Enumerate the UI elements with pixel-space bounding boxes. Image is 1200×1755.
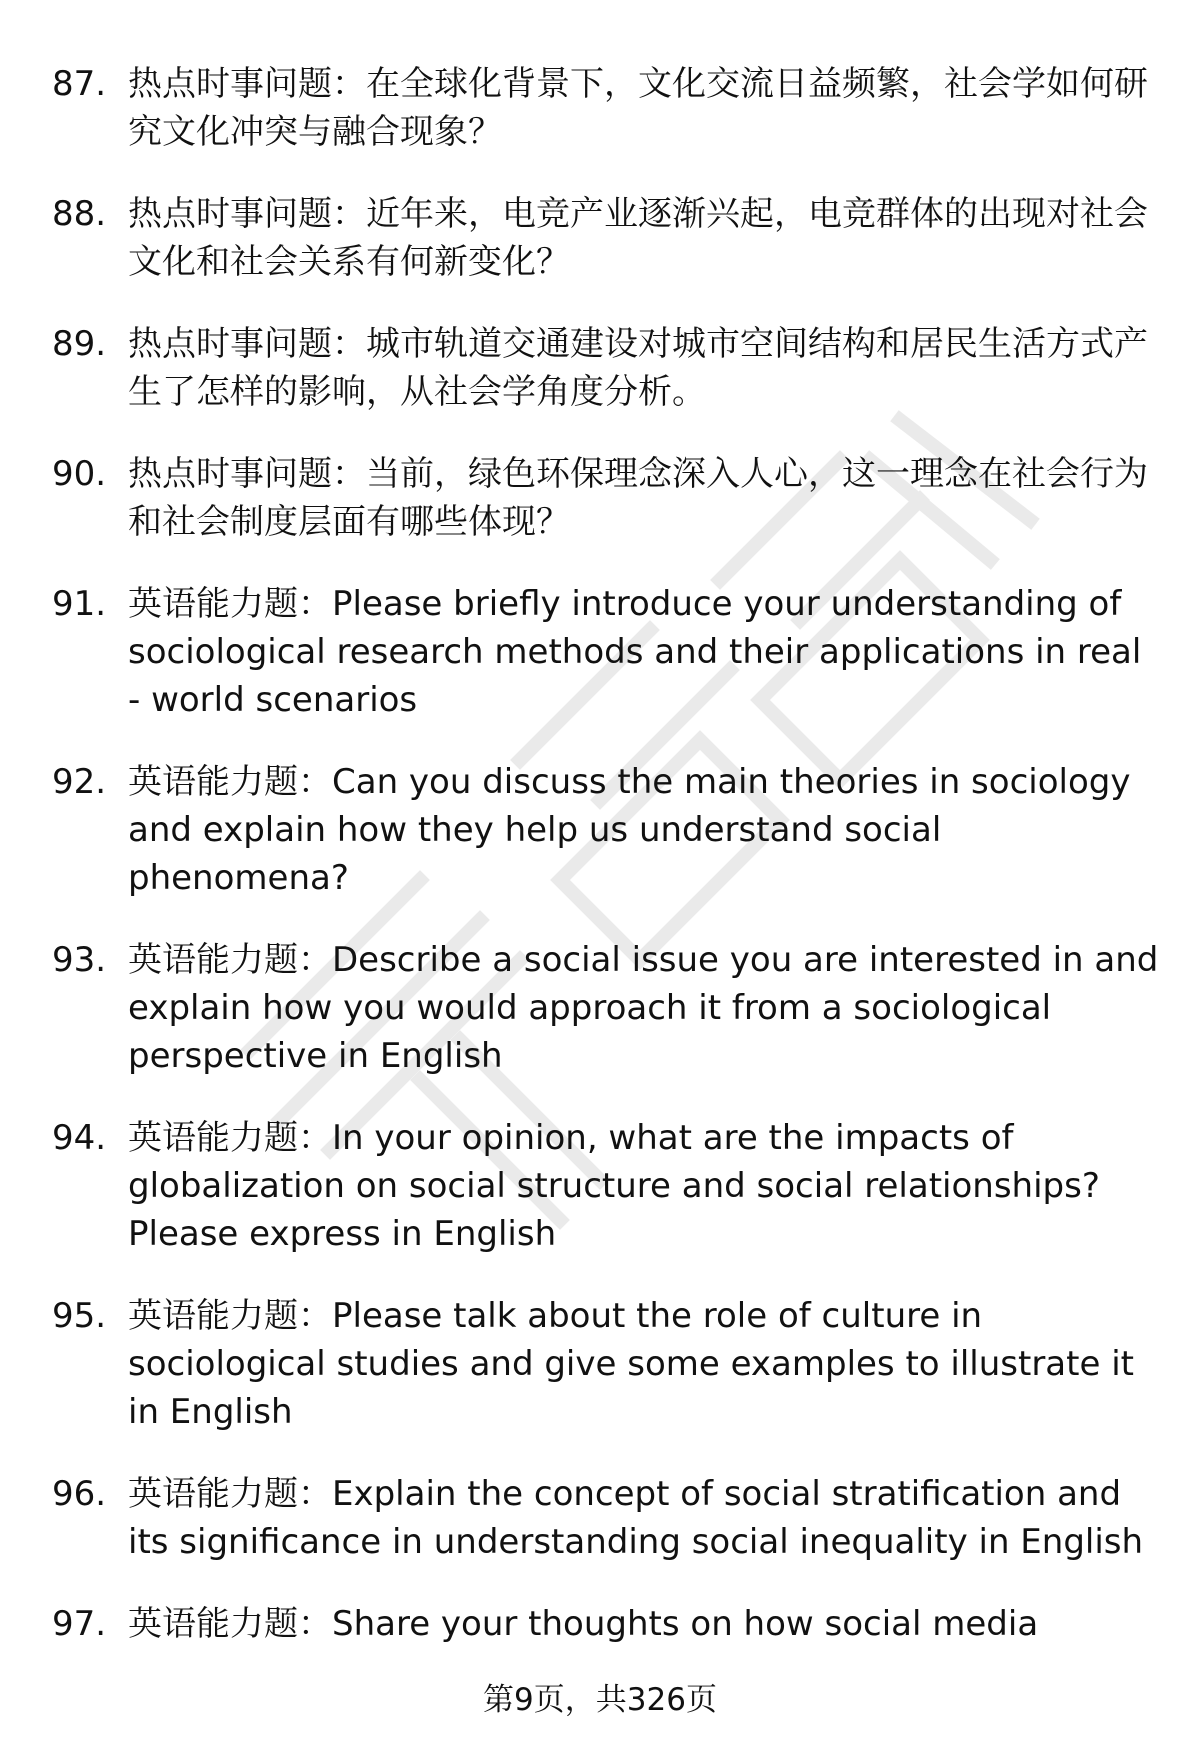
question-item bbox=[52, 1292, 1162, 1436]
question-text: 热点时事问题：在全球化背景下，文化交流日益频繁，社会学如何研究文化冲突与融合现象？ bbox=[128, 64, 1148, 152]
question-number: 96. bbox=[52, 1474, 107, 1514]
question-item bbox=[52, 1114, 1162, 1258]
question-item bbox=[52, 60, 1162, 156]
question-text: 英语能力题：Describe a social issue you are interested in and explain how you would approach it from a sociological perspective in English bbox=[128, 940, 1159, 1076]
question-text: 英语能力题：Please talk about the role of culture in sociological studies and give some examples to illustrate it in English bbox=[128, 1296, 1134, 1432]
question-item bbox=[52, 580, 1162, 724]
question-text: 热点时事问题：城市轨道交通建设对城市空间结构和居民生活方式产生了怎样的影响，从社会学角度分析。 bbox=[128, 324, 1148, 412]
question-number: 89. bbox=[52, 324, 107, 364]
question-text: 热点时事问题：当前，绿色环保理念深入人心，这一理念在社会行为和社会制度层面有哪些体现？ bbox=[128, 454, 1148, 542]
question-number: 92. bbox=[52, 762, 107, 802]
question-number: 93. bbox=[52, 940, 107, 980]
question-text: 英语能力题：Explain the concept of social stratification and its significance in understanding social inequality in English bbox=[128, 1474, 1144, 1562]
question-number: 95. bbox=[52, 1296, 107, 1336]
question-number: 90. bbox=[52, 454, 107, 494]
question-list bbox=[52, 60, 1162, 1682]
question-text: 英语能力题：Can you discuss the main theories in sociology and explain how they help us understand social phenomena? bbox=[128, 762, 1131, 898]
question-number: 97. bbox=[52, 1604, 107, 1644]
question-item bbox=[52, 450, 1162, 546]
question-number: 94. bbox=[52, 1118, 107, 1158]
page-number-footer: 第9页，共326页 bbox=[483, 1682, 717, 1718]
question-item bbox=[52, 1600, 1162, 1648]
question-text: 热点时事问题：近年来，电竞产业逐渐兴起，电竞群体的出现对社会文化和社会关系有何新变化？ bbox=[128, 194, 1148, 282]
question-text: 英语能力题：Please briefly introduce your understanding of sociological research methods and their applications in real - world scenarios bbox=[128, 584, 1142, 720]
question-text: 英语能力题：In your opinion, what are the impacts of globalization on social structure and social relationships? Please express in English bbox=[128, 1118, 1100, 1254]
question-item bbox=[52, 1470, 1162, 1566]
question-item bbox=[52, 758, 1162, 902]
question-number: 91. bbox=[52, 584, 107, 624]
question-number: 87. bbox=[52, 64, 107, 104]
question-number: 88. bbox=[52, 194, 107, 234]
question-item bbox=[52, 190, 1162, 286]
question-item bbox=[52, 320, 1162, 416]
question-text: 英语能力题：Share your thoughts on how social media bbox=[128, 1604, 1039, 1644]
question-item bbox=[52, 936, 1162, 1080]
